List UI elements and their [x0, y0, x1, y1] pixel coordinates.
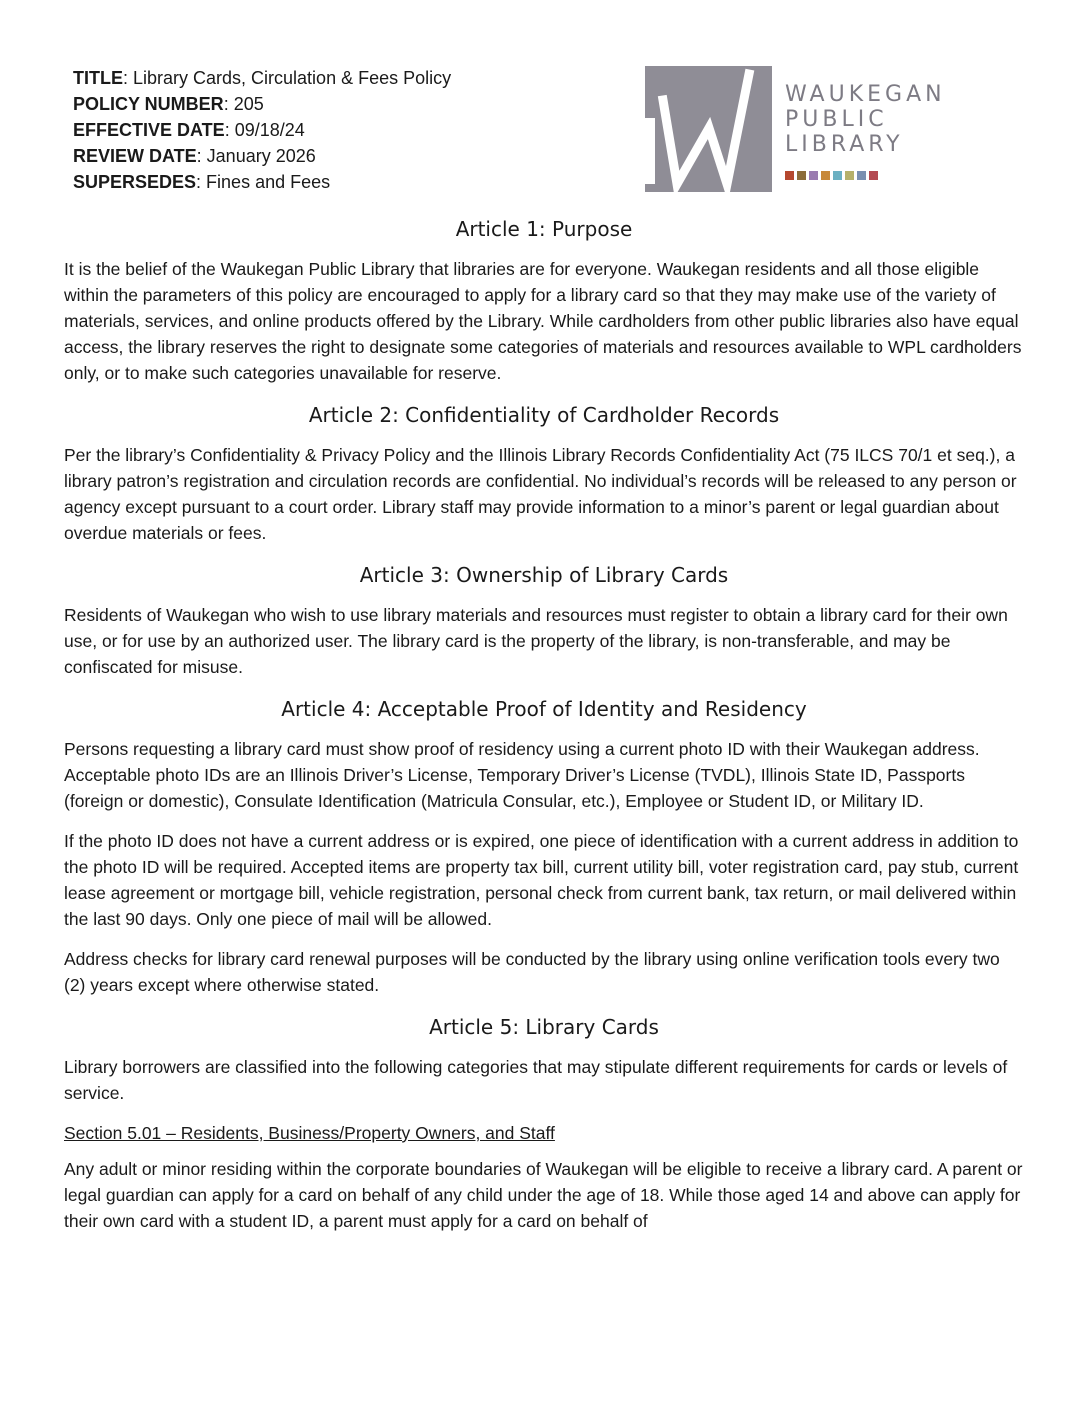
article-5-heading: Article 5: Library Cards — [429, 1015, 659, 1039]
meta-supersedes-row — [73, 169, 451, 195]
meta-supersedes-value: : Fines and Fees — [196, 172, 331, 192]
article-2-paragraph: Per the library’s Confidentiality & Privacy Policy and the Illinois Library Records Confidentiality Act (75 ILCS 70/1 et seq.), a library patron’s registration and circulation records are confidential. No individual’s records will be released to any person or agency except pursuant to a court order. Library staff may provide information to a minor’s parent or legal guardian about overdue materials or fees. — [64, 445, 1017, 543]
logo-line-2: PUBLIC — [785, 107, 888, 132]
logo-square-1 — [785, 171, 794, 180]
meta-policy-number-value: : 205 — [223, 94, 264, 114]
meta-effective-date-value: : 09/18/24 — [224, 120, 305, 140]
article-4-heading: Article 4: Acceptable Proof of Identity and Residency — [281, 697, 807, 721]
article-3-paragraph: Residents of Waukegan who wish to use library materials and resources must register to obtain a library card for their own use, or for use by an authorized user. The library card is the property of the library, is non-transferable, and may be confiscated for misuse. — [64, 605, 1008, 677]
section-5-01-paragraph: Any adult or minor residing within the corporate boundaries of Waukegan will be eligible to receive a library card. A parent or legal guardian can apply for a card on behalf of any child under the age of 18. While those aged 14 and above can apply for their own card with a student ID, a parent must apply for a card on behalf of — [64, 1159, 1023, 1231]
meta-title-label: TITLE — [73, 68, 123, 88]
logo-line-1: WAUKEGAN — [785, 82, 946, 107]
meta-title-row — [73, 65, 451, 91]
article-5-paragraph: Library borrowers are classified into the following categories that may stipulate different requirements for cards or levels of service. — [64, 1057, 1008, 1103]
meta-review-date-label: REVIEW DATE — [73, 146, 197, 166]
logo-square-6 — [845, 171, 854, 180]
meta-effective-date-label: EFFECTIVE DATE — [73, 120, 225, 140]
article-4-paragraph-2: If the photo ID does not have a current address or is expired, one piece of identification with a current address in addition to the photo ID will be required. Accepted items are property tax bill, current utility bill, voter registration card, pay stub, current lease agreement or mortgage bill, vehicle registration, personal check from current bank, tax return, or mail delivered within the last 90 days. Only one piece of mail will be allowed. — [64, 831, 1019, 929]
article-4-paragraph-3: Address checks for library card renewal purposes will be conducted by the library using online verification tools every two (2) years except where otherwise stated. — [64, 949, 1000, 995]
logo-square-2 — [797, 171, 806, 180]
section-5-01-title: Section 5.01 – Residents, Business/Property Owners, and Staff — [64, 1123, 555, 1143]
logo-square-5 — [833, 171, 842, 180]
meta-review-date-value: : January 2026 — [196, 146, 316, 166]
meta-title-value: : Library Cards, Circulation & Fees Policy — [123, 68, 452, 88]
policy-metadata — [73, 65, 451, 195]
meta-policy-number-row — [73, 91, 451, 117]
library-logo — [645, 66, 955, 194]
logo-wordmark — [785, 82, 946, 157]
logo-w-mark — [645, 66, 772, 192]
policy-body — [64, 214, 1024, 1248]
logo-square-7 — [857, 171, 866, 180]
meta-review-date-row — [73, 143, 451, 169]
article-1-heading: Article 1: Purpose — [455, 217, 633, 241]
logo-color-squares — [785, 171, 878, 180]
w-letter-icon — [645, 66, 772, 192]
article-1-paragraph: It is the belief of the Waukegan Public Library that libraries are for everyone. Waukegan residents and all those eligible within the parameters of this policy are encouraged to apply for a library card so that they may make use of the variety of materials, services, and online products offered by the Library. While cardholders from other public libraries also have equal access, the library reserves the right to designate some categories of materials and resources available to WPL cardholders only, or to make such categories unavailable for reserve. — [64, 259, 1022, 383]
logo-line-3: LIBRARY — [785, 132, 904, 157]
logo-square-4 — [821, 171, 830, 180]
article-4-paragraph-1: Persons requesting a library card must show proof of residency using a current photo ID with their Waukegan address. Acceptable photo IDs are an Illinois Driver’s License, Temporary Driver’s License (TVDL), Illinois State ID, Passports (foreign or domestic), Consulate Identification (Matricula Consular, etc.), Employee or Student ID, or Military ID. — [64, 739, 980, 811]
article-2-heading: Article 2: Confidentiality of Cardholder Records — [308, 403, 780, 427]
logo-square-3 — [809, 171, 818, 180]
logo-square-8 — [869, 171, 878, 180]
meta-policy-number-label: POLICY NUMBER — [73, 94, 224, 114]
article-3-heading: Article 3: Ownership of Library Cards — [359, 563, 729, 587]
meta-supersedes-label: SUPERSEDES — [73, 172, 197, 192]
meta-effective-date-row — [73, 117, 451, 143]
